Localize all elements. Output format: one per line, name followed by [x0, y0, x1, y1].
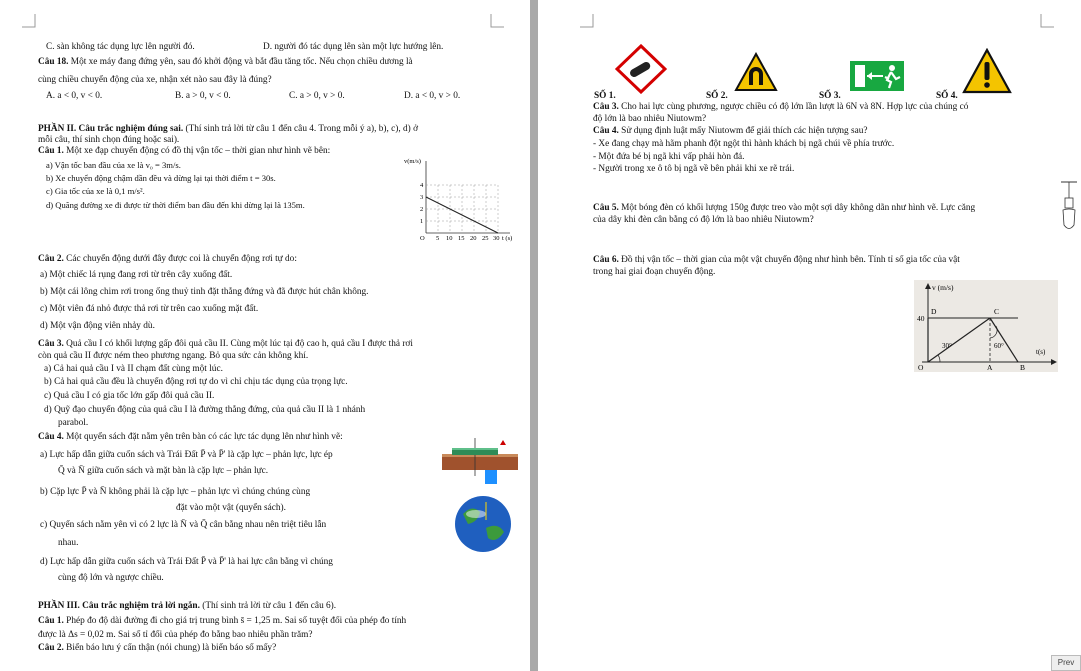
statement-b: b) Một cái lông chim rơi trong ống thuỷ tinh đặt thẳng đứng và đã được hút chân không.	[40, 287, 369, 297]
x-tick: 30	[493, 235, 500, 242]
question-text: cùng chiều chuyển động của xe, nhận xét nào sau đây là đúng?	[38, 75, 272, 85]
point-label-a: A	[987, 363, 993, 372]
statement-a: a) Cả hai quả cầu I và II chạm đất cùng một lúc.	[44, 364, 223, 374]
option-d: D. a < 0, v > 0.	[404, 91, 461, 101]
statement-d: d) Quãng đường xe đi được từ thời điểm ban đầu đến khi dừng lại là 135m.	[46, 200, 305, 210]
statement-d: d) Quỹ đạo chuyển động của quả cầu I là đường thẳng đứng, của quả cầu II là 1 nhánh	[44, 405, 366, 415]
question-label: Câu 6.	[593, 255, 619, 265]
point-label-c: C	[994, 307, 1000, 316]
angle-label-30: 30°	[942, 342, 952, 350]
question-text: Một xe máy đang đứng yên, sau đó khởi động và bắt đầu tăng tốc. Nếu chọn chiều dương là	[68, 57, 413, 67]
statement-a: a) Lực hấp dẫn giữa cuốn sách và Trái Đất P̄ và P̄' là cặp lực – phản lực, lực ép	[40, 450, 333, 460]
y-tick-40: 40	[917, 314, 925, 323]
x-tick: 10	[446, 235, 453, 242]
statement-b: b) Cả hai quả cầu đều là chuyển động rơi tự do vì chỉ chịu tác dụng của trọng lực.	[44, 377, 348, 387]
question-text: trong hai giai đoạn chuyển động.	[593, 267, 716, 277]
sign-number-4: SỐ 4.	[936, 91, 958, 101]
question-text: Biển báo lưu ý cẩn thận (nói chung) là biển báo số mấy?	[63, 643, 277, 653]
question-label: Câu 18.	[38, 57, 69, 67]
velocity-time-graph	[398, 155, 516, 242]
y-tick: 2	[420, 206, 424, 213]
book-on-table-illustration	[440, 436, 520, 488]
option-b: B. a > 0, v < 0.	[175, 91, 231, 101]
gas-cylinder-hazard-sign	[615, 44, 667, 94]
phenomenon-item: - Xe đang chạy mà hãm phanh đột ngột thì hành khách bị ngã chúi về phía trước.	[593, 139, 895, 149]
sign-number-3: SỐ 3.	[819, 91, 841, 101]
y-axis-label: v(m/s)	[404, 158, 421, 165]
statement-b-continued: đặt vào một vật (quyển sách).	[176, 503, 286, 513]
statement-d-continued: parabol.	[58, 418, 89, 428]
velocity-time-graph	[914, 280, 1058, 372]
x-tick: 25	[482, 235, 489, 242]
question-label: Câu 2.	[38, 643, 64, 653]
question-text: Cho hai lực cùng phương, ngược chiều có độ lớn lần lượt là 6N và 8N. Hợp lực của chúng có	[618, 102, 969, 112]
phenomenon-item: - Một đứa bé bị ngã khi vấp phải hòn đá.	[593, 152, 745, 162]
origin-label: O	[420, 235, 425, 242]
question-label: Câu 2.	[38, 254, 64, 264]
section-instructions: (Thí sinh trả lời từ câu 1 đến câu 4. Trong mỗi ý a), b), c), d) ở	[183, 124, 419, 134]
statement-d: d) Lực hấp dẫn giữa cuốn sách và Trái Đất P̄ và P̄' là hai lực cân bằng vì chúng	[40, 557, 333, 567]
question-text: Các chuyển động dưới đây được coi là chuyển động rơi tự do:	[63, 254, 297, 264]
question-text: còn quả cầu II được ném theo phương ngang. Bỏ qua sức cản không khí.	[38, 351, 309, 361]
statement-d: d) Một vận động viên nhảy dù.	[40, 321, 155, 331]
statement-b: b) Cặp lực P̄ và N̄ không phải là cặp lực – phản lực vì chúng chúng cùng	[40, 487, 311, 497]
question-label: Câu 4.	[38, 432, 64, 442]
magnet-warning-sign	[734, 52, 778, 92]
statement-c: c) Gia tốc của xe là 0,1 m/s².	[46, 186, 145, 196]
section-heading: PHẦN III. Câu trắc nghiệm trả lời ngắn.	[38, 601, 200, 611]
crop-mark-top-right	[1040, 14, 1054, 28]
phenomenon-item: - Người trong xe ô tô bị ngã về bên phải khi xe rẽ trái.	[593, 164, 795, 174]
statement-c: c) Một viên đá nhỏ được thả rơi từ trên cao xuống mặt đất.	[40, 304, 259, 314]
y-axis-label: v (m/s)	[932, 283, 954, 292]
question-text: Một xe đạp chuyển động có đồ thị vận tốc – thời gian như hình vẽ bên:	[63, 146, 331, 156]
statement-b: b) Xe chuyển động chậm dần đều và dừng lại tại thời điểm t = 30s.	[46, 173, 276, 183]
section-instructions: mỗi câu, thí sinh chọn đúng hoặc sai).	[38, 135, 180, 145]
x-tick: 20	[470, 235, 477, 242]
statement-a: a) Một chiếc lá rụng đang rơi từ trên cây xuống đất.	[40, 270, 233, 280]
question-text: độ lớn là bao nhiêu Niutowm?	[593, 114, 707, 124]
x-tick: 15	[458, 235, 465, 242]
point-label-d: D	[931, 307, 937, 316]
statement-c: c) Quyển sách nằm yên vì có 2 lực là N̄ và Q̄ cân bằng nhau nên triệt tiêu lẫn	[40, 520, 327, 530]
question-text: Sử dụng định luật mấy Niutowm để giải thích các hiện tượng sau?	[618, 126, 868, 136]
question-text: Phép đo độ dài đường đi cho giá trị trung bình s̄ = 1,25 m. Sai số tuyệt đối của phép đo tính	[63, 616, 407, 626]
crop-mark-top-left	[22, 14, 36, 28]
section-instructions: (Thí sinh trả lời từ câu 1 đến câu 6).	[199, 601, 337, 611]
statement-a: a) Vận tốc ban đầu của xe là v₀ = 3m/s.	[46, 160, 181, 170]
emergency-exit-sign	[849, 60, 905, 92]
question-text: của dây khi đèn cân bằng có độ lớn là bao nhiêu Niutowm?	[593, 215, 814, 225]
x-axis-label: t(s)	[1036, 348, 1046, 356]
x-axis-label: t (s)	[502, 235, 513, 242]
y-tick: 4	[420, 182, 424, 189]
origin-label: O	[918, 363, 924, 372]
document-page-right	[538, 0, 1081, 671]
general-caution-sign	[962, 48, 1012, 94]
statement-a-continued: Q̄ và N̄ giữa cuốn sách và mặt bàn là cặp lực – phản lực.	[58, 466, 269, 476]
question-text: Một bóng đèn có khối lượng 150g được treo vào một sợi dây không dãn như hình vẽ. Lực căng	[618, 203, 976, 213]
question-label: Câu 5.	[593, 203, 619, 213]
option-c: C. a > 0, v > 0.	[289, 91, 345, 101]
crop-mark-top-right	[490, 14, 504, 28]
document-page-left	[0, 0, 530, 671]
earth-globe-illustration	[448, 492, 518, 554]
x-tick: 5	[436, 235, 440, 242]
y-tick: 1	[420, 218, 424, 225]
sign-number-2: SỐ 2.	[706, 91, 728, 101]
question-label: Câu 4.	[593, 126, 619, 136]
sign-number-1: SỐ 1.	[594, 91, 616, 101]
question-text: được là Δs = 0,02 m. Sai số tỉ đối của phép đo bằng bao nhiêu phần trăm?	[38, 630, 313, 640]
question-text: Quả cầu I có khối lượng gấp đôi quả cầu II. Cùng một lúc tại độ cao h, quả cầu I được thả rơi	[63, 339, 413, 349]
option-d: D. người đó tác dụng lên sàn một lực hướng lên.	[263, 42, 444, 52]
question-label: Câu 1.	[38, 146, 64, 156]
option-a: A. a < 0, v < 0.	[46, 91, 103, 101]
statement-d-continued: cùng độ lớn và ngược chiều.	[58, 573, 164, 583]
section-heading: PHẦN II. Câu trắc nghiệm đúng sai.	[38, 124, 184, 134]
statement-c: c) Quả cầu I có gia tốc lớn gấp đôi quả cầu II.	[44, 391, 215, 401]
previous-page-button[interactable]: Prev	[1051, 655, 1081, 671]
question-label: Câu 3.	[593, 102, 619, 112]
question-text: Đồ thị vận tốc – thời gian của một vật chuyển động như hình bên. Tính tỉ số gia tốc của vật	[618, 255, 960, 265]
angle-label-60: 60°	[994, 342, 1004, 350]
statement-c-continued: nhau.	[58, 538, 79, 548]
crop-mark-top-left	[580, 14, 594, 28]
point-label-b: B	[1020, 363, 1026, 372]
hanging-lamp-illustration	[1057, 180, 1079, 236]
question-label: Câu 3.	[38, 339, 64, 349]
option-c: C. sàn không tác dụng lực lên người đó.	[46, 42, 195, 52]
y-tick: 3	[420, 194, 424, 201]
question-label: Câu 1.	[38, 616, 64, 626]
question-text: Một quyển sách đặt nằm yên trên bàn có các lực tác dụng lên như hình vẽ:	[63, 432, 343, 442]
